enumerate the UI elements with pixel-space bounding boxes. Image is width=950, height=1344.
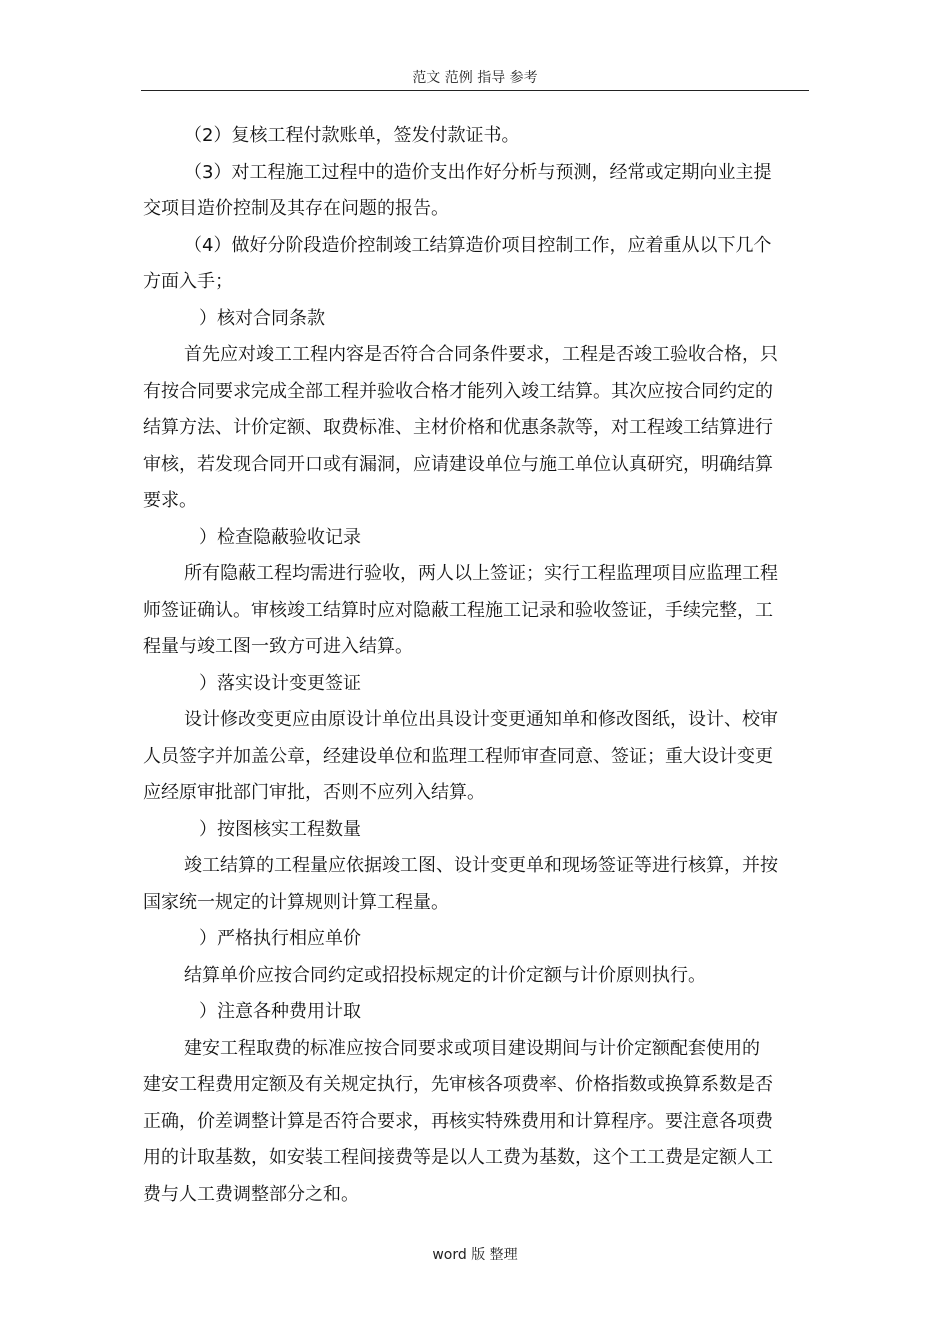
page-footer — [0, 1244, 950, 1264]
text-line: 结算单价应按合同约定或招投标规定的计价定额与计价原则执行。 — [184, 964, 706, 986]
document-body — [143, 118, 811, 1213]
text-line: 正确，价差调整计算是否符合要求，再核实特殊费用和计算程序。要注意各项费 — [143, 1110, 773, 1132]
text-line: ）严格执行相应单价 — [199, 928, 361, 949]
text-line: 设计修改变更应由原设计单位出具设计变更通知单和修改图纸，设计、校审 — [184, 709, 778, 730]
page-header — [141, 66, 809, 91]
text-line: （3）对工程施工过程中的造价支出作好分析与预测，经常或定期向业主提 — [184, 161, 772, 183]
header-text: 范文 范例 指导 参考 — [412, 70, 538, 86]
text-line: 人员签字并加盖公章，经建设单位和监理工程师审查同意、签证；重大设计变更 — [143, 745, 773, 767]
footer-text: word 版 整理 — [432, 1247, 518, 1263]
text-line: ）按图核实工程数量 — [199, 818, 361, 840]
text-line: （4）做好分阶段造价控制竣工结算造价项目控制工作，应着重从以下几个 — [184, 234, 772, 256]
text-line: 竣工结算的工程量应依据竣工图、设计变更单和现场签证等进行核算，并按 — [184, 855, 778, 876]
text-line: 所有隐蔽工程均需进行验收，两人以上签证；实行工程监理项目应监理工程 — [184, 563, 778, 584]
text-line: 应经原审批部门审批，否则不应列入结算。 — [143, 782, 485, 803]
text-line: ）检查隐蔽验收记录 — [199, 526, 361, 548]
text-line: 首先应对竣工工程内容是否符合合同条件要求，工程是否竣工验收合格，只 — [184, 344, 778, 365]
text-line: 程量与竣工图一致方可进入结算。 — [143, 636, 413, 657]
text-line: 要求。 — [143, 490, 197, 511]
text-line: ）落实设计变更签证 — [199, 672, 361, 694]
text-line: 交项目造价控制及其存在问题的报告。 — [143, 198, 449, 219]
text-line: 结算方法、计价定额、取费标准、主材价格和优惠条款等，对工程竣工结算进行 — [143, 417, 773, 438]
text-line: 师签证确认。审核竣工结算时应对隐蔽工程施工记录和验收签证，手续完整，工 — [143, 599, 773, 621]
text-line: 费与人工费调整部分之和。 — [143, 1183, 359, 1205]
text-line: 审核，若发现合同开口或有漏洞，应请建设单位与施工单位认真研究，明确结算 — [143, 453, 773, 475]
text-line: 用的计取基数，如安装工程间接费等是以人工费为基数，这个工工费是定额人工 — [143, 1147, 773, 1168]
text-line: 有按合同要求完成全部工程并验收合格才能列入竣工结算。其次应按合同约定的 — [143, 380, 773, 402]
text-line: 国家统一规定的计算规则计算工程量。 — [143, 891, 449, 913]
text-line: 方面入手； — [143, 271, 233, 292]
text-line: ）核对合同条款 — [199, 307, 325, 329]
text-line: ）注意各种费用计取 — [199, 1001, 361, 1022]
text-line: 建安工程费用定额及有关规定执行，先审核各项费率、价格指数或换算系数是否 — [143, 1074, 773, 1095]
text-line: （2）复核工程付款账单，签发付款证书。 — [184, 125, 520, 146]
text-line: 建安工程取费的标准应按合同要求或项目建设期间与计价定额配套使用的 — [184, 1037, 760, 1059]
